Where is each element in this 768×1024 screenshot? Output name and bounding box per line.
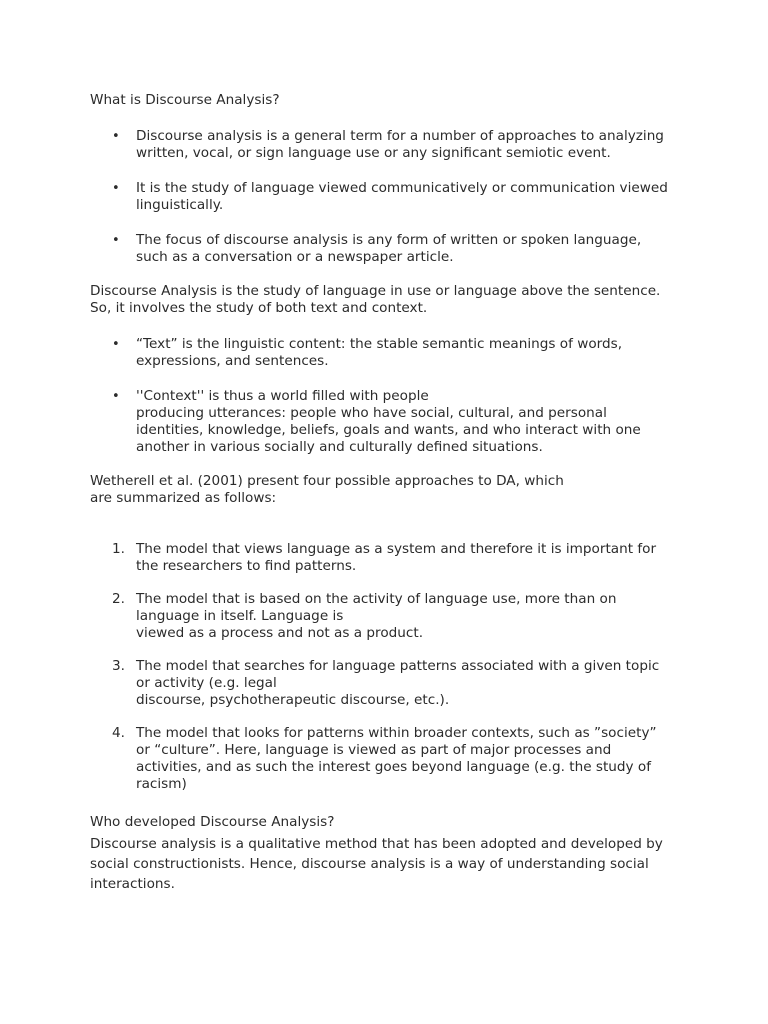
paragraph-text-context: Discourse Analysis is the study of language in use or language above the sentence. So, it involves the study of both text and context. [90,283,661,316]
list-item: 2. The model that is based on the activity of language use, more than on language in itself. Language is viewed as a process and not as a product. [112,591,617,641]
list-item: • It is the study of language viewed communicatively or communication viewed linguistically. [112,180,668,213]
list-item: • “Text” is the linguistic content: the stable semantic meanings of words, expressions, and sentences. [112,336,623,369]
list-item: 1. The model that views language as a system and therefore it is important for the researchers to find patterns. [112,541,657,574]
list-number: 1. [112,541,125,557]
list-item: 4. The model that looks for patterns within broader contexts, such as ”society” or “culture”. Here, language is viewed as part of major processes and activities, and as such the interest goes beyond language (e.g. the study of racism) [112,725,657,792]
list-item: • ''Context'' is thus a world filled with people producing utterances: people who have social, cultural, and personal identities, knowledge, beliefs, goals and wants, and who interact with one another in various socially and culturally defined situations. [112,388,641,455]
paragraph-qualitative: Discourse analysis is a qualitative method that has been adopted and developed by social constructionists. Hence, discourse analysis is a way of understanding social interactions. [90,836,663,892]
list-number: 3. [112,658,125,674]
bullet-icon: • [112,181,120,196]
list-item: • Discourse analysis is a general term for a number of approaches to analyzing written, vocal, or sign language use or any significant semiotic event. [112,128,664,161]
bullet-icon: • [112,389,120,404]
list-number: 4. [112,725,125,741]
bullet-icon: • [112,233,120,248]
numbered-list-approaches [90,541,690,793]
heading-who-developed: Who developed Discourse Analysis? [90,814,335,830]
paragraph-wetherell: Wetherell et al. (2001) present four possible approaches to DA, which are summarized as follows: [90,473,564,506]
bullet-icon: • [112,129,120,144]
heading-what-is-da: What is Discourse Analysis? [90,92,280,108]
bullet-icon: • [112,337,120,352]
bullet-list-definitions [90,128,690,266]
list-item: 3. The model that searches for language patterns associated with a given topic or activity (e.g. legal discourse, psychotherapeutic discourse, etc.). [112,658,660,708]
bullet-list-text-context [90,336,690,456]
list-item: • The focus of discourse analysis is any form of written or spoken language, such as a conversation or a newspaper article. [112,232,642,265]
list-number: 2. [112,591,125,607]
